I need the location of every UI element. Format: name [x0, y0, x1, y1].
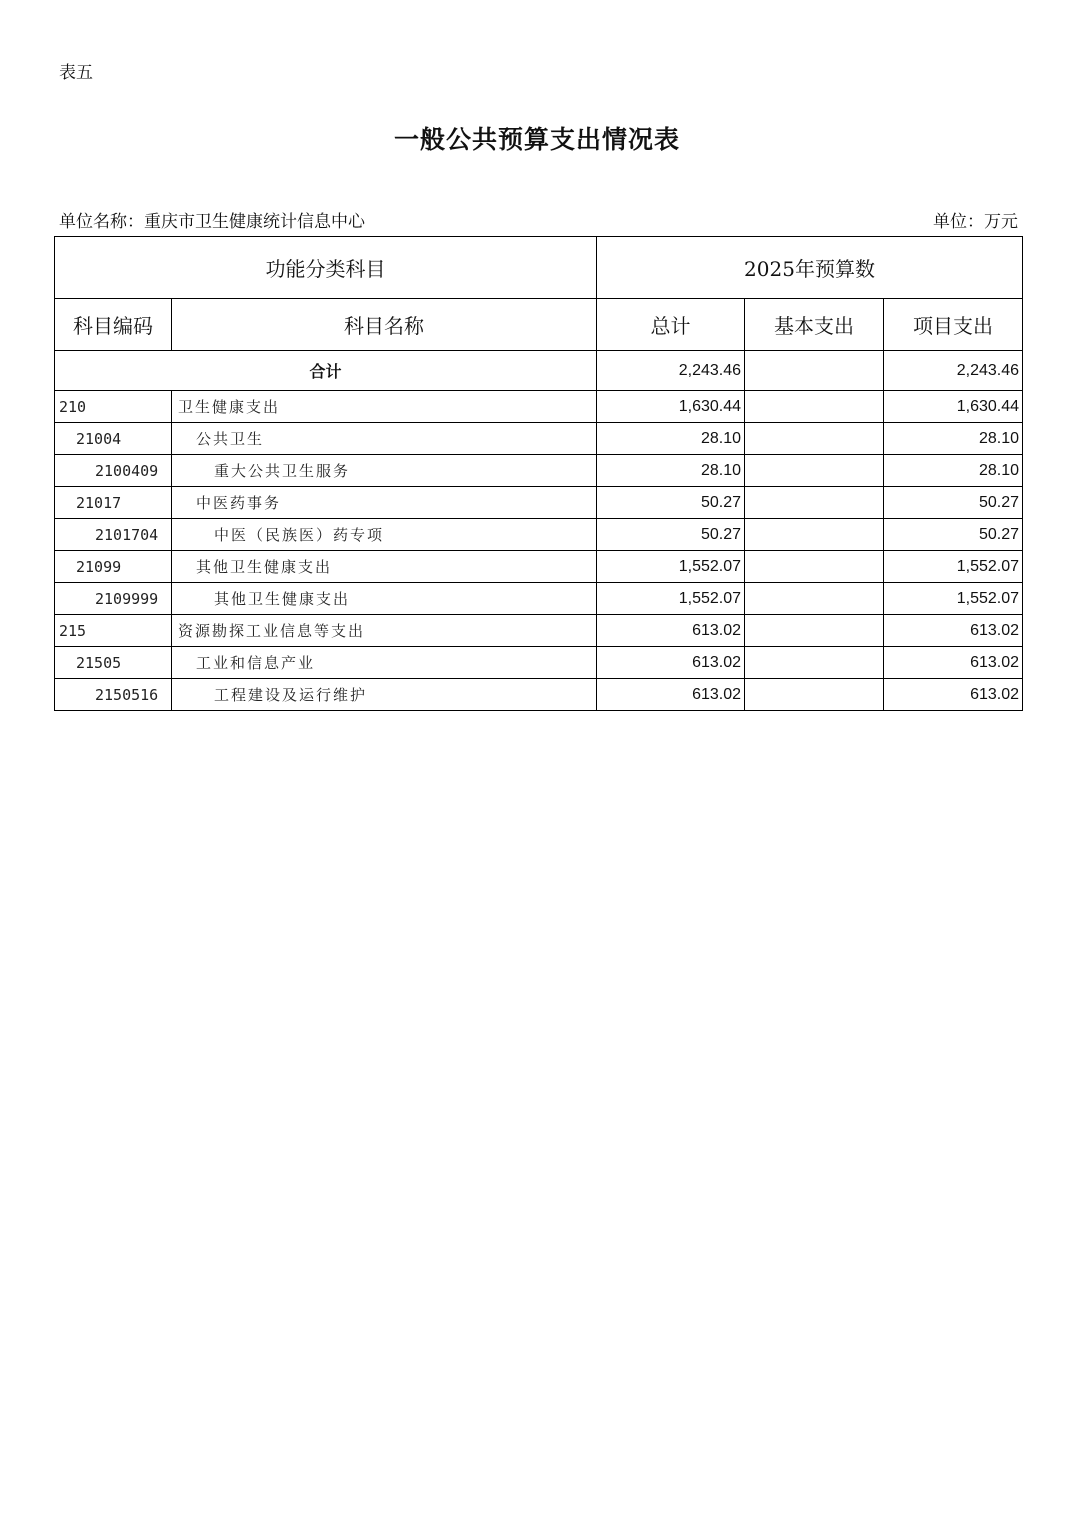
row-code: 210: [55, 391, 172, 423]
row-total: 613.02: [597, 647, 745, 679]
row-code: 21099: [55, 551, 172, 583]
row-name: 公共卫生: [172, 423, 597, 455]
row-code: 2109999: [55, 583, 172, 615]
header-functional-category: 功能分类科目: [55, 237, 597, 299]
row-code: 2150516: [55, 679, 172, 711]
header-row-1: [55, 237, 1023, 299]
row-total: 28.10: [597, 455, 745, 487]
row-project: 50.27: [884, 487, 1023, 519]
row-code: 2100409: [55, 455, 172, 487]
row-project: 28.10: [884, 423, 1023, 455]
row-total: 613.02: [597, 679, 745, 711]
row-basic: [745, 679, 884, 711]
row-project: 613.02: [884, 679, 1023, 711]
row-total: 1,552.07: [597, 583, 745, 615]
row-basic: [745, 423, 884, 455]
row-project: 613.02: [884, 615, 1023, 647]
row-code: 21004: [55, 423, 172, 455]
total-total: 2,243.46: [597, 351, 745, 391]
header-total: 总计: [597, 299, 745, 351]
row-name: 资源勘探工业信息等支出: [172, 615, 597, 647]
row-code: 21505: [55, 647, 172, 679]
page-title: 一般公共预算支出情况表: [393, 125, 680, 154]
row-basic: [745, 519, 884, 551]
total-row: [55, 351, 1023, 391]
row-basic: [745, 551, 884, 583]
row-total: 1,552.07: [597, 551, 745, 583]
header-name: 科目名称: [172, 299, 597, 351]
row-project: 1,630.44: [884, 391, 1023, 423]
row-project: 1,552.07: [884, 583, 1023, 615]
budget-table: [54, 236, 1023, 711]
row-name: 其他卫生健康支出: [172, 583, 597, 615]
table-row: [55, 551, 1023, 583]
total-project: 2,243.46: [884, 351, 1023, 391]
header-project: 项目支出: [884, 299, 1023, 351]
row-basic: [745, 455, 884, 487]
row-project: 1,552.07: [884, 551, 1023, 583]
row-name: 其他卫生健康支出: [172, 551, 597, 583]
row-basic: [745, 487, 884, 519]
row-basic: [745, 391, 884, 423]
total-label: 合计: [55, 351, 597, 391]
row-name: 工业和信息产业: [172, 647, 597, 679]
row-basic: [745, 615, 884, 647]
row-code: 215: [55, 615, 172, 647]
row-name: 工程建设及运行维护: [172, 679, 597, 711]
unit-name: 单位名称：重庆市卫生健康统计信息中心: [59, 212, 365, 232]
row-name: 重大公共卫生服务: [172, 455, 597, 487]
row-name: 卫生健康支出: [172, 391, 597, 423]
table-row: [55, 647, 1023, 679]
table-label: 表五: [59, 63, 93, 83]
table-row: [55, 583, 1023, 615]
row-code: 21017: [55, 487, 172, 519]
unit-measure: 单位：万元: [933, 212, 1018, 232]
row-basic: [745, 647, 884, 679]
row-name: 中医（民族医）药专项: [172, 519, 597, 551]
header-row-2: [55, 299, 1023, 351]
table-row: [55, 391, 1023, 423]
row-total: 50.27: [597, 487, 745, 519]
header-code: 科目编码: [55, 299, 172, 351]
row-total: 28.10: [597, 423, 745, 455]
table-row: [55, 423, 1023, 455]
row-project: 50.27: [884, 519, 1023, 551]
header-budget-year: 2025年预算数: [597, 237, 1023, 299]
row-project: 28.10: [884, 455, 1023, 487]
table-row: [55, 519, 1023, 551]
table-row: [55, 487, 1023, 519]
row-code: 2101704: [55, 519, 172, 551]
row-project: 613.02: [884, 647, 1023, 679]
total-basic: [745, 351, 884, 391]
table-row: [55, 455, 1023, 487]
row-basic: [745, 583, 884, 615]
row-name: 中医药事务: [172, 487, 597, 519]
table-row: [55, 615, 1023, 647]
header-basic: 基本支出: [745, 299, 884, 351]
row-total: 613.02: [597, 615, 745, 647]
table-row: [55, 679, 1023, 711]
row-total: 1,630.44: [597, 391, 745, 423]
row-total: 50.27: [597, 519, 745, 551]
